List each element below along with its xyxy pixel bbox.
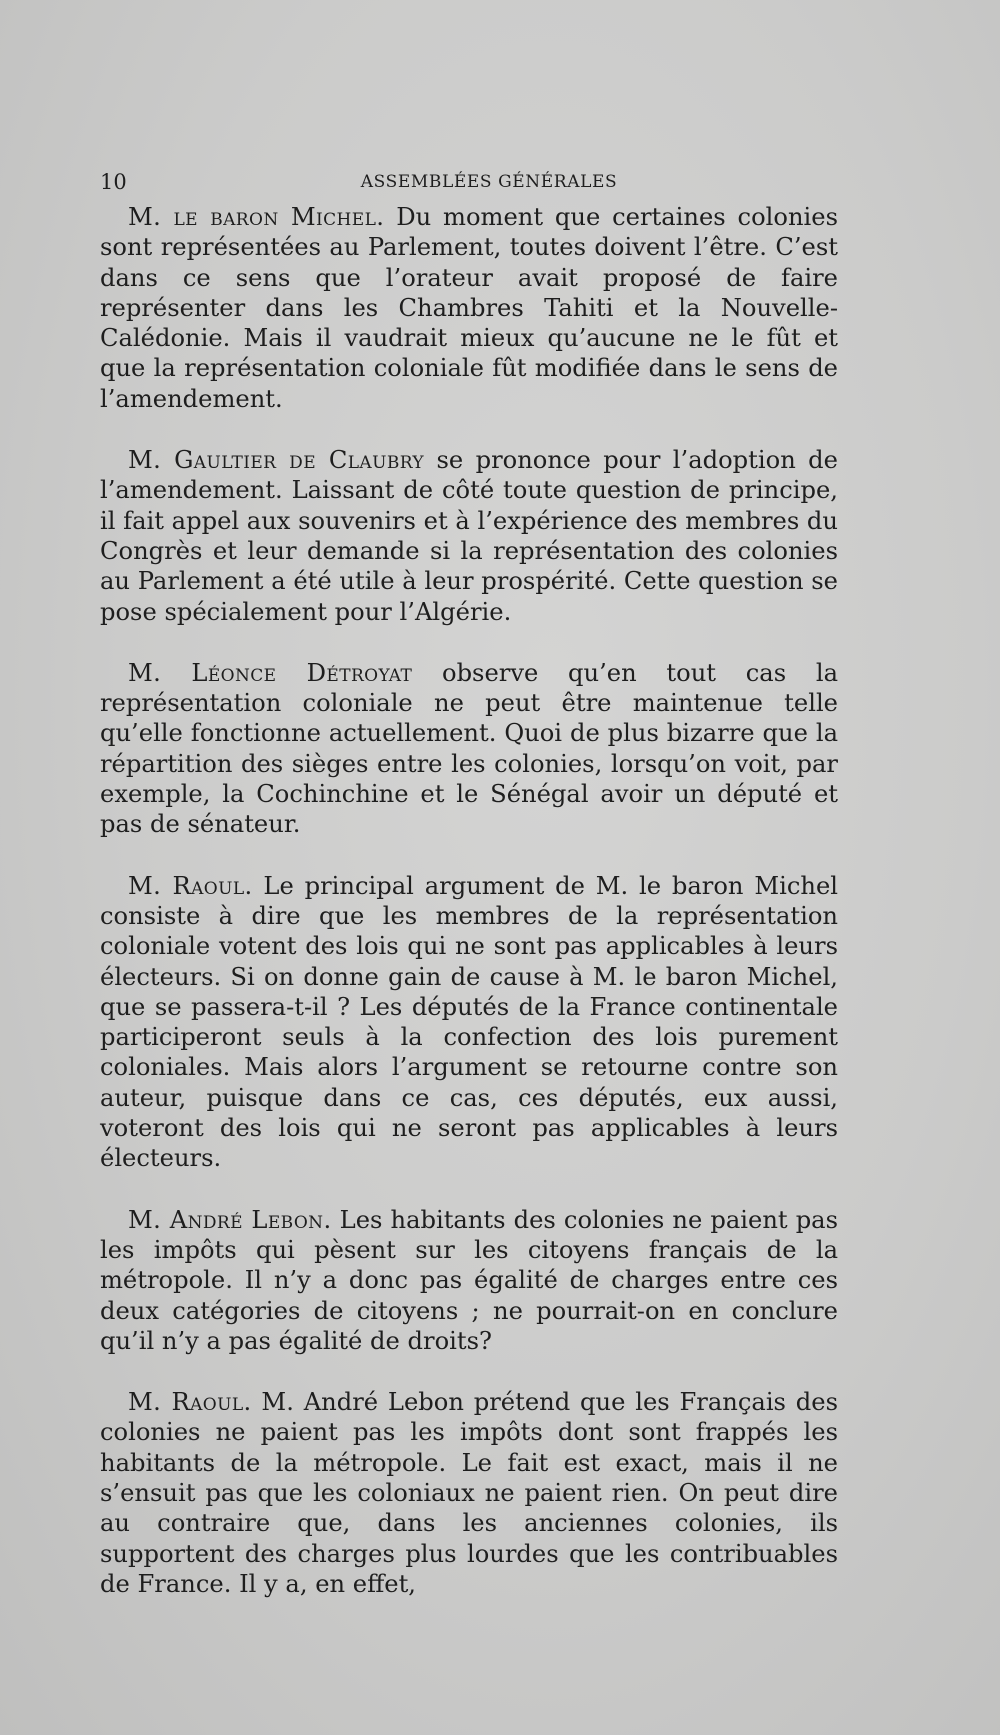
speaker-name: M. Léonce Détroyat [128, 658, 413, 687]
speaker-name: M. André Lebon. [128, 1205, 332, 1234]
page-number: 10 [100, 170, 127, 194]
body-text [100, 202, 838, 1630]
paragraph-text: se prononce pour l’adoption de l’amendement. Laissant de côté toute question de principe, il fait appel aux souvenirs et à l’expérience des membres du Congrès et leur demande si la représentation des colonies au Parlement a été utile à leur prospérité. Cette question se pose spécialement pour l’Algérie. [100, 446, 838, 626]
running-head [100, 170, 838, 196]
running-title: ASSEMBLÉES GÉNÉRALES [360, 172, 618, 192]
paragraph-text: M. André Lebon prétend que les Français des colonies ne paient pas les impôts dont sont frappés les habitants de la métropole. Le fait est exact, mais il ne s’ensuit pas que les coloniaux ne paient rien. On peut dire au contraire que, dans les anciennes colonies, ils supportent des charges plus lourdes que les contribuables de France. Il y a, en effet, [100, 1388, 838, 1598]
paragraph-gaultier-de-claubry [100, 445, 838, 627]
paragraph-raoul-1 [100, 871, 838, 1174]
paragraph-andre-lebon [100, 1205, 838, 1356]
speaker-name: M. Raoul. [128, 871, 253, 900]
paragraph-text: observe qu’en tout cas la représentation coloniale ne peut être maintenue telle qu’elle fonctionne actuellement. Quoi de plus bizarre que la répartition des sièges entre les colonies, lorsqu’on voit, par exemple, la Cochinchine et le Sénégal avoir un député et pas de sénateur. [100, 658, 838, 839]
paragraph-text: Les habitants des colonies ne paient pas les impôts qui pèsent sur les citoyens français de la métropole. Il n’y a donc pas égalité de charges entre ces deux catégories de citoyens ; ne pourrait-on en conclure qu’il n’y a pas égalité de droits? [100, 1205, 839, 1355]
speaker-name: M. Gaultier de Claubry [128, 446, 425, 475]
paragraph-text: Du moment que certaines colonies sont représentées au Parlement, toutes doivent l’être. C’est dans ce sens que l’orateur avait proposé de faire représenter dans les Chambres Tahiti et la Nouvelle-Calédonie. Mais il vaudrait mieux qu’aucune ne le fût et que la représentation coloniale fût modifiée dans le sens de l’amendement. [100, 203, 838, 413]
paragraph-leonce-detroyat [100, 658, 838, 840]
paragraph-baron-michel [100, 202, 838, 414]
paragraph-raoul-2 [100, 1387, 838, 1599]
speaker-name: M. Raoul. [128, 1388, 252, 1417]
speaker-name: M. le baron Michel. [128, 203, 385, 231]
paragraph-text: Le principal argument de M. le baron Michel consiste à dire que les membres de la représentation coloniale votent des lois qui ne sont pas applicables à leurs électeurs. Si on donne gain de cause à M. le baron Michel, que se passera-t-il ? Les députés de la France continentale participeront seuls à la confection des lois purement coloniales. Mais alors l’argument se retourne contre son auteur, puisque dans ce cas, ces députés, eux aussi, voteront des lois qui ne seront pas applicables à leurs électeurs. [100, 871, 838, 1173]
